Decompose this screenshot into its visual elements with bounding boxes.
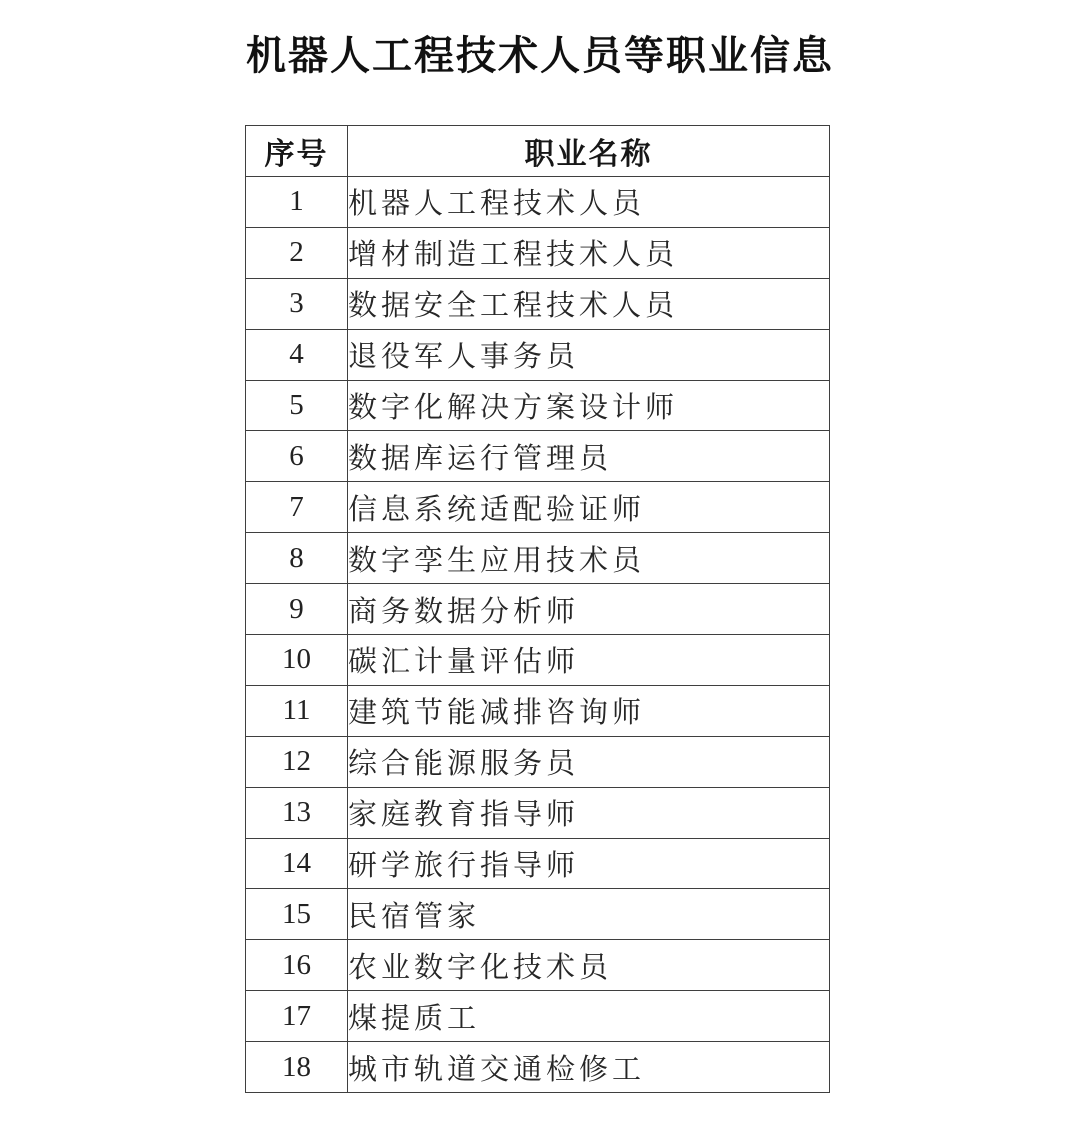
- occupation-name-cell: 民宿管家: [348, 889, 830, 940]
- table-row: [246, 533, 830, 584]
- table-row: [246, 380, 830, 431]
- occupation-name-cell: 煤提质工: [348, 991, 830, 1042]
- occupation-name-cell: 退役军人事务员: [348, 329, 830, 380]
- serial-number-cell: 12: [246, 736, 348, 787]
- serial-number-cell: 6: [246, 431, 348, 482]
- table-row: [246, 940, 830, 991]
- table-row: [246, 736, 830, 787]
- serial-number-cell: 5: [246, 380, 348, 431]
- occupation-name-cell: 数据库运行管理员: [348, 431, 830, 482]
- occupation-name-cell: 城市轨道交通检修工: [348, 1042, 830, 1093]
- occupation-name-cell: 建筑节能减排咨询师: [348, 685, 830, 736]
- serial-number-cell: 11: [246, 685, 348, 736]
- table-row: [246, 482, 830, 533]
- serial-number-cell: 17: [246, 991, 348, 1042]
- table-row: [246, 177, 830, 228]
- table-row: [246, 889, 830, 940]
- table-row: [246, 329, 830, 380]
- occupation-name-cell: 综合能源服务员: [348, 736, 830, 787]
- table-row: [246, 838, 830, 889]
- table-row: [246, 685, 830, 736]
- occupation-name-cell: 研学旅行指导师: [348, 838, 830, 889]
- serial-number-cell: 9: [246, 584, 348, 635]
- serial-number-cell: 3: [246, 278, 348, 329]
- occupation-name-cell: 信息系统适配验证师: [348, 482, 830, 533]
- table-row: [246, 991, 830, 1042]
- occupation-name-cell: 机器人工程技术人员: [348, 177, 830, 228]
- serial-number-cell: 4: [246, 329, 348, 380]
- table-row: [246, 278, 830, 329]
- table-row: [246, 635, 830, 686]
- header-occupation-name: 职业名称: [348, 126, 830, 177]
- page-title: 机器人工程技术人员等职业信息: [246, 33, 834, 78]
- table-row: [246, 584, 830, 635]
- serial-number-cell: 18: [246, 1042, 348, 1093]
- occupation-name-cell: 数据安全工程技术人员: [348, 278, 830, 329]
- serial-number-cell: 7: [246, 482, 348, 533]
- header-serial-number: 序号: [246, 126, 348, 177]
- occupation-name-cell: 商务数据分析师: [348, 584, 830, 635]
- occupation-name-cell: 数字化解决方案设计师: [348, 380, 830, 431]
- table-row: [246, 787, 830, 838]
- serial-number-cell: 8: [246, 533, 348, 584]
- table-header-row: [246, 126, 830, 177]
- occupation-name-cell: 碳汇计量评估师: [348, 635, 830, 686]
- table-row: [246, 227, 830, 278]
- occupation-name-cell: 增材制造工程技术人员: [348, 227, 830, 278]
- serial-number-cell: 15: [246, 889, 348, 940]
- serial-number-cell: 10: [246, 635, 348, 686]
- table-row: [246, 1042, 830, 1093]
- serial-number-cell: 16: [246, 940, 348, 991]
- occupation-name-cell: 家庭教育指导师: [348, 787, 830, 838]
- occupation-name-cell: 农业数字化技术员: [348, 940, 830, 991]
- serial-number-cell: 14: [246, 838, 348, 889]
- serial-number-cell: 2: [246, 227, 348, 278]
- table-row: [246, 431, 830, 482]
- serial-number-cell: 13: [246, 787, 348, 838]
- occupations-table: [245, 125, 830, 1093]
- serial-number-cell: 1: [246, 177, 348, 228]
- occupation-name-cell: 数字孪生应用技术员: [348, 533, 830, 584]
